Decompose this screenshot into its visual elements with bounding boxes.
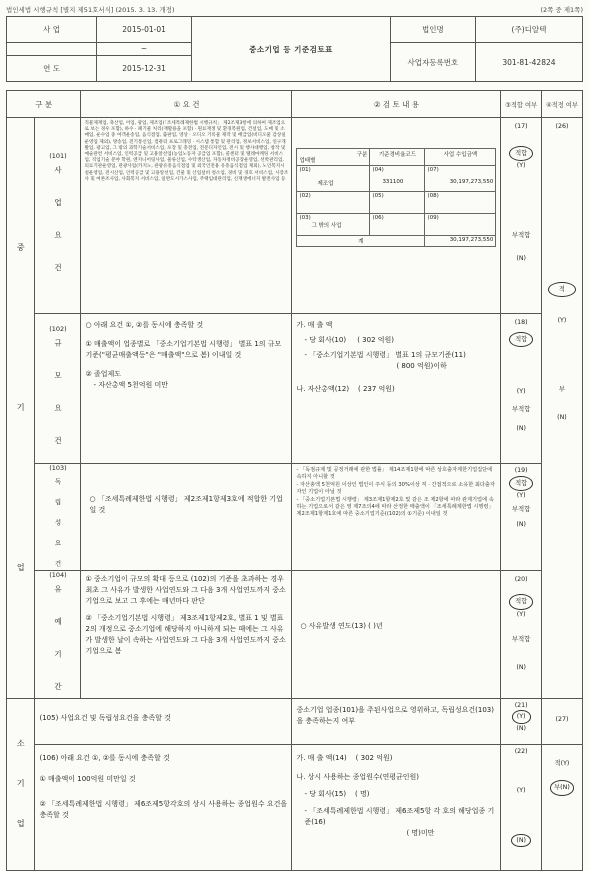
row103-fit-y: (Y) — [516, 492, 526, 499]
side-label-3: 업 — [16, 562, 25, 572]
row102-req1: ○ 아래 요건 ①, ②를 동시에 충족할 것 — [85, 321, 204, 329]
row106-fit-no: (22) — [514, 747, 528, 755]
inner-total: 30,197,273,550 — [425, 236, 496, 247]
row104-fit-ng[interactable]: 부적합 — [512, 636, 531, 643]
row102-fit-ng[interactable]: 부적합 — [512, 405, 531, 413]
row106-proper-a[interactable]: 적(Y) — [554, 759, 570, 767]
inner-row-1-name — [297, 166, 370, 192]
row104-label: 유 예 기 간 — [53, 584, 63, 698]
row103-req: ○ 「조세특례제한법 시행령」 제2조제1항제3호에 적합한 기업일 것 — [89, 495, 283, 514]
row106-rev3-value: ( 명) — [354, 789, 370, 798]
row105-fit-y[interactable]: (Y) — [512, 710, 531, 724]
inner-total-label: 계 — [297, 236, 425, 247]
inner-row-3-code-no: (06) — [370, 214, 425, 236]
inner-row-1-amt-no: (07) — [427, 167, 439, 173]
row103-code: (103) — [49, 464, 67, 472]
row101-fit-y: (Y) — [516, 162, 526, 169]
row104-fit-n: (N) — [516, 663, 526, 671]
row101-fit-ng[interactable]: 부적합 — [512, 231, 531, 239]
corp-name-label: 법인명 — [390, 17, 475, 43]
biz-no-label: 사업자등록번호 — [390, 43, 475, 82]
col-review: ② 검 토 내 용 — [292, 91, 501, 118]
row105-rev: 중소기업 업종(101)을 주된사업으로 영위하고, 독립성요건(103)을 충족하는지 여부 — [296, 705, 494, 725]
row105-fit-n: (N) — [516, 724, 526, 732]
row103-rev1: - 「독점규제 및 공정거래에 관한 법률」 제14조제1항에 따른 상호출자제한기업집단에 속하지 아니할 것 — [296, 467, 493, 481]
biz-no: 301-81-42824 — [475, 43, 582, 82]
row106-proper-b[interactable]: 부(N) — [550, 780, 574, 796]
row104-fit-ok[interactable]: 적합 — [509, 594, 533, 610]
row103-fit-ng[interactable]: 부적합 — [512, 505, 531, 513]
row102-rev4-value: ( 237 억원) — [357, 385, 395, 393]
inner-row-1-code-no: (04) — [372, 167, 384, 173]
row102-fit-n: (N) — [516, 425, 526, 432]
row104-fit-y: (Y) — [516, 610, 526, 618]
col-category: 구 분 — [7, 91, 81, 118]
col-requirement: ① 요 건 — [81, 91, 292, 118]
side-label-4: 소 — [16, 739, 25, 748]
inner-row-1-amount: 30,197,273,550 — [449, 179, 494, 185]
row102-fit-ok[interactable]: 적합 — [509, 332, 533, 348]
row104-req2: ② 「중소기업기본법 시행령」 제3조제1항제2호, 별표 1 및 별표 2의 개정으로 중소기업에 해당하지 아니하게 되는 때에는 그 사유가 발생한 날이 속하는 사업연도와 그 다음 3개 사업연도까지 중소기업으로 봄 — [85, 613, 286, 655]
row104-req1: ① 중소기업이 규모의 확대 등으로 (102)의 기준을 초과하는 경우 최초 그 사유가 발생한 사업연도와 그 다음 3개 사업연도까지 중소기업으로 보고 그 후에는 매년마다 판단 — [85, 574, 286, 605]
side-label-6: 업 — [16, 819, 25, 828]
row102-code: (102) — [49, 325, 67, 333]
row102-rev2-value: ( 302 억원) — [357, 336, 395, 344]
row102-fit-no: (18) — [514, 319, 528, 326]
row101-proper-no: (26) — [555, 123, 569, 130]
inner-row-2-code-no: (05) — [370, 192, 425, 214]
row102-req3: ② 졸업제도 — [85, 370, 122, 378]
industry-table — [296, 148, 496, 247]
side-label-1: 중 — [16, 242, 25, 252]
row102-rev2: - 당 회사(10) — [304, 336, 347, 344]
header-table — [6, 16, 583, 82]
row101-fit-no: (17) — [514, 123, 528, 130]
inner-head-category: 구분 — [356, 152, 368, 158]
inner-row-3-amt-no: (09) — [425, 214, 496, 236]
row103-fit-n: (N) — [516, 521, 526, 528]
side-label-2: 기 — [16, 402, 25, 412]
row102-proper-y: (Y) — [557, 316, 567, 324]
row101-fit-ok[interactable]: 적합 — [509, 146, 533, 162]
row106-fit-y: (Y) — [516, 787, 526, 794]
inner-row-3-no: (03) — [299, 215, 311, 221]
row105-req: (105) 사업요건 및 독립성요건을 충족할 것 — [39, 713, 171, 722]
inner-head-code: 기준경비율코드 — [370, 149, 425, 166]
row102-req2: ① 매출액이 업종별로 「중소기업기본법 시행령」 별표 1의 규모기준("평균매출액등"은 "매출액"으로 봄) 이내일 것 — [85, 340, 282, 359]
row106-rev2: 나. 상시 사용하는 종업원수(연평균인원) — [296, 772, 419, 781]
col-proper: ④적정 여부 — [541, 91, 582, 118]
row102-proper-n: (N) — [557, 413, 567, 421]
row101-code: (101) — [49, 152, 67, 160]
row102-proper-b[interactable]: 부 — [558, 386, 565, 393]
row106-rev1: 가. 매 출 액(14) — [296, 753, 347, 762]
inner-row-1-code: 331100 — [382, 179, 404, 185]
row103-rev3: - 「중소기업기본법 시행령」 제3조제1항제2호 및 같은 조 제2항에 따라 관계기업에 속하는 기업으로서 같은 영 제7조의4에 따라 산정한 매출액이 「조세특례제한법 시행령」 제2조제1항제1호에 따른 중소기업기준((102)의 ①기준) 이내일 것 — [296, 496, 494, 518]
row102-req4: - 자산총액 5천억원 미만 — [93, 381, 168, 389]
row101-requirement: 직물제재업, 축산업, 어업, 광업, 제조업(「조세특례제한법 시행규칙」 제2조제3항에 의하여 제조업으로 보는 경우 포함), 하수 · 폐기물 처리(재활용을 포함) · 원료재생 및 환경복원업, 건설업, 도매 및 소매업, 운수업 중 여객운송업, 음식점업, 출판업, 영상 · 오디오 기록물 제작 및 배급업(비디오물 감상실 운영업 제외), 방송업, 전기통신업, 컴퓨터 프로그래밍 · 시스템 통합 및 관리업, 정보서비스업, 연구개발업, 광고업, 그 밖의 과학기술서비스업, 포장 및 충전업, 전문디자인업, 전시 및 행사대행업, 창작 및 예술관련 서비스업, 인력공급 및 고용알선업(농업노동자 공급업 포함), 콜센터 및 텔레마케팅 서비스업, 직업기술 분야 학원, 엔지니어링사업, 물류산업, 수탁생산업, 자동차정비공장운영업, 선박관리업, 의료기관운영업, 관광사업(카지노, 관광유흥음식점업 및 외국인전용 유흥음식점업 제외), 노인복지시설운영업, 전시산업, 인력공급 및 고용알선업, 건물 및 산업설비 청소업, 경비 및 경호 서비스업, 시장조사 및 여론조사업, 사회복지 서비스업, 일반도시가스사업, 주택임대관리업, 신재생에너지 발전사업 등 — [84, 121, 289, 182]
row103-rev2: - 자산총액 5천억원 이상인 법인이 주식 등의 30%이상 직 · 간접적으로 소유한 최다출자자인 기업이 아닐 것 — [296, 481, 495, 496]
period-start: 2015-01-01 — [97, 17, 192, 43]
row106-req1: (106) 아래 요건 ①, ②를 동시에 충족할 것 — [39, 753, 170, 762]
row102-rev3-value: ( 800 억원)이하 — [396, 362, 447, 370]
corp-name: (주)디알텍 — [475, 17, 582, 43]
year-label-2: 연 도 — [7, 55, 97, 82]
side-label-5: 기 — [16, 779, 25, 788]
main-table — [6, 90, 583, 871]
row105-fit-no: (21) — [514, 701, 528, 709]
inner-row-2-amt-no: (08) — [425, 192, 496, 214]
row103-fit-no: (19) — [514, 467, 528, 474]
row104-fit-no: (20) — [514, 575, 528, 583]
row105-proper-no: (27) — [555, 715, 569, 723]
page-indicator: (2쪽 중 제1쪽) — [540, 6, 583, 14]
inner-row-3-label: 그 밖의 사업 — [311, 223, 342, 229]
row101-proper-mark[interactable]: 적 — [548, 282, 576, 298]
row102-rev3: - 「중소기업기본법 시행령」 별표 1의 규모기준(11) — [304, 351, 466, 359]
row104-code: (104) — [49, 570, 67, 579]
row106-req3: ② 「조세특례제한법 시행령」 제6조제5항각호의 상시 사용하는 종업원수 요건을 충족할 것 — [39, 799, 288, 819]
inner-row-2-no: (02) — [297, 192, 370, 214]
period-tilde: ~ — [97, 43, 192, 55]
inner-head-amount: 사업 수입금액 — [425, 149, 496, 166]
col-fit: ③적합 여부 — [501, 91, 541, 118]
inner-row-1-no: (01) — [299, 167, 311, 173]
row103-fit-ok[interactable]: 적합 — [509, 476, 533, 492]
row104-rev: ○ 사유발생 연도(13) ( )년 — [300, 621, 383, 630]
row102-rev1: 가. 매 출 액 — [296, 321, 333, 329]
inner-head-type: 업태별 — [299, 158, 316, 164]
row102-fit-y: (Y) — [516, 388, 526, 395]
period-end: 2015-12-31 — [97, 55, 192, 82]
row102-rev4: 나. 자산총액(12) — [296, 385, 350, 393]
row106-req2: ① 매출액이 100억원 미만일 것 — [39, 774, 136, 783]
row101-label: 사 업 요 건 — [53, 166, 63, 279]
row106-fit-n[interactable]: (N) — [511, 834, 531, 848]
row106-rev1-value: ( 302 억원) — [355, 753, 393, 762]
form-id: 법인세법 시행규칙 [별지 제51호서식] (2015. 3. 13. 개정) — [6, 6, 175, 14]
row102-label: 규 모 요 건 — [53, 339, 63, 452]
year-label-1: 사 업 — [7, 17, 97, 43]
row103-label: 독 립 성 요 건 — [53, 478, 62, 570]
row101-fit-n: (N) — [516, 255, 526, 262]
form-title: 중소기업 등 기준검토표 — [192, 17, 391, 82]
row106-rev4: - 「조세특례제한법 시행령」 제6조제5항 각 호의 해당업종 기준(16) — [304, 806, 495, 826]
row106-rev3: - 당 회사(15) — [304, 789, 347, 798]
row106-rev4-value: ( 명)미만 — [406, 828, 435, 837]
inner-row-1-label: 제조업 — [317, 181, 334, 187]
